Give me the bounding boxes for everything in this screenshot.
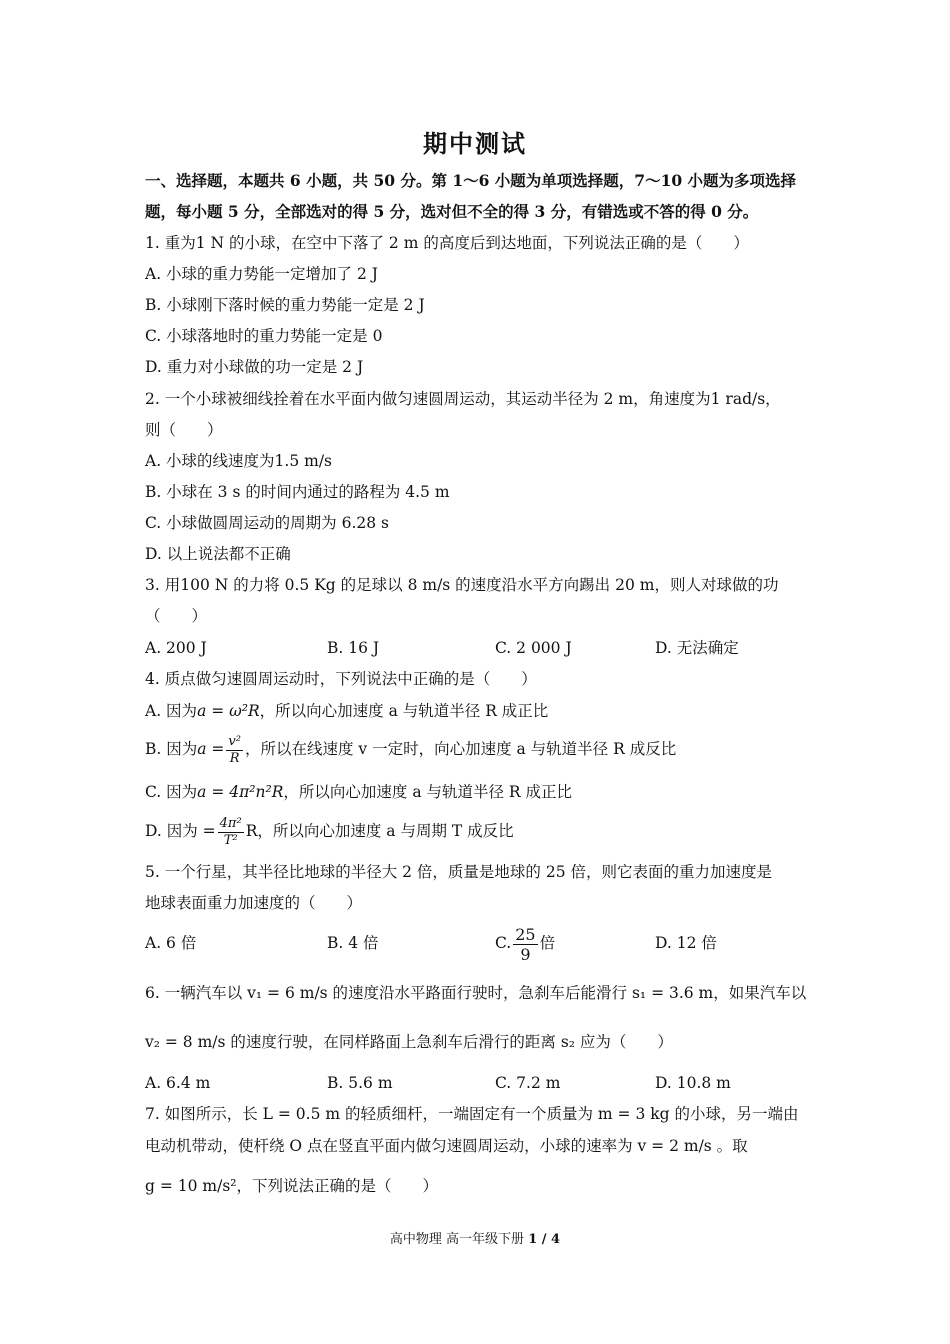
q7-stem-line2: 电动机带动，使杆绕 O 点在竖直平面内做匀速圆周运动，小球的速率为 v = 2 m/s 。取 [145, 1137, 748, 1155]
q6-option-a: A. 6.4 m [145, 1074, 211, 1092]
q3-option-c: C. 2 000 J [495, 639, 572, 657]
q1-option-d: D. 重力对小球做的功一定是 2 J [145, 358, 364, 376]
section-instructions-line1: 一、选择题，本题共 6 小题，共 50 分。第 1～6 小题为单项选择题，7～10 小题为多项选择 [145, 171, 797, 190]
q5-option-a: A. 6 倍 [145, 934, 197, 952]
q1-option-b: B. 小球刚下落时候的重力势能一定是 2 J [145, 296, 425, 314]
q4-d-numerator: 4π² [219, 815, 242, 831]
q4-b-denominator: R [229, 750, 240, 766]
q6-stem-line2: v₂ = 8 m/s 的速度行驶，在同样路面上急刹车后滑行的距离 s₂ 应为（ ） [145, 1033, 673, 1051]
q4-a-suffix: ，所以向心加速度 a 与轨道半径 R 成正比 [259, 702, 549, 720]
q7-stem-line1: 7. 如图所示，长 L = 0.5 m 的轻质细杆，一端固定有一个质量为 m = 3 kg 的小球，另一端由 [145, 1105, 799, 1123]
q4-option-a [145, 701, 810, 721]
q4-c-suffix: ，所以向心加速度 a 与轨道半径 R 成正比 [283, 783, 573, 801]
q3-option-b: B. 16 J [327, 639, 380, 657]
q2-option-c: C. 小球做圆周运动的周期为 6.28 s [145, 514, 389, 532]
q6-stem-line1: 6. 一辆汽车以 v₁ = 6 m/s 的速度沿水平路面行驶时，急刹车后能滑行 s₁ = 3.6 m，如果汽车以 [145, 984, 807, 1002]
q6-option-c: C. 7.2 m [495, 1074, 561, 1092]
q4-d-suffix: R，所以向心加速度 a 与周期 T 成反比 [245, 822, 514, 840]
q2-stem-line2: 则（ ） [145, 421, 223, 439]
q5-stem-line2: 地球表面重力加速度的（ ） [145, 894, 363, 912]
footer-page-number: 1 / 4 [528, 1232, 561, 1247]
q5-c-denominator: 9 [520, 944, 531, 964]
q4-a-prefix: A. 因为 [145, 702, 198, 720]
q4-stem: 4. 质点做匀速圆周运动时，下列说法中正确的是（ ） [145, 670, 537, 688]
q2-option-d: D. 以上说法都不正确 [145, 545, 291, 563]
q1-option-c: C. 小球落地时的重力势能一定是 0 [145, 327, 383, 345]
q3-option-a: A. 200 J [145, 639, 207, 657]
q4-b-lhs: a = [197, 740, 225, 758]
page-footer [0, 1228, 950, 1247]
q6-option-b: B. 5.6 m [327, 1074, 393, 1092]
q6-option-d: D. 10.8 m [655, 1074, 731, 1092]
q5-stem-line1: 5. 一个行星，其半径比地球的半径大 2 倍，质量是地球的 25 倍，则它表面的重力加速度是 [145, 863, 773, 881]
q4-c-formula: a = 4π²n²R [197, 783, 284, 801]
q4-option-c [145, 782, 810, 802]
q5-c-suffix: 倍 [539, 934, 556, 952]
q5-option-d: D. 12 倍 [655, 934, 717, 952]
q5-c-numerator: 25 [515, 924, 536, 944]
q3-stem-line2: （ ） [145, 607, 208, 625]
q1-option-a: A. 小球的重力势能一定增加了 2 J [145, 265, 378, 283]
q1-stem: 1. 重为1 N 的小球，在空中下落了 2 m 的高度后到达地面，下列说法正确的是（ ） [145, 234, 749, 252]
q2-option-b: B. 小球在 3 s 的时间内通过的路程为 4.5 m [145, 483, 450, 501]
q7-stem-line3: g = 10 m/s²，下列说法正确的是（ ） [145, 1177, 439, 1195]
q3-option-d: D. 无法确定 [655, 639, 739, 657]
q2-option-a: A. 小球的线速度为1.5 m/s [145, 452, 332, 470]
q4-d-fraction [218, 816, 244, 849]
footer-subject: 高中物理 高一年级下册 [389, 1232, 525, 1247]
q2-stem-line1: 2. 一个小球被细线拴着在水平面内做匀速圆周运动，其运动半径为 2 m，角速度为1 rad/s， [145, 390, 781, 408]
q4-b-fraction [226, 734, 243, 767]
q5-option-c [495, 920, 555, 966]
q4-option-b [145, 731, 810, 767]
q4-d-denominator: T² [223, 832, 238, 848]
section-instructions-line2: 题，每小题 5 分，全部选对的得 5 分，选对但不全的得 3 分，有错选或不答的得 0 分。 [145, 202, 759, 221]
q4-b-numerator: v² [228, 733, 241, 749]
q5-c-fraction [513, 925, 537, 964]
q4-option-d [145, 812, 810, 850]
q5-c-prefix: C. [495, 934, 512, 952]
q4-c-prefix: C. 因为 [145, 783, 198, 801]
q3-stem-line1: 3. 用100 N 的力将 0.5 Kg 的足球以 8 m/s 的速度沿水平方向踢出 20 m，则人对球做的功 [145, 576, 779, 594]
q4-d-prefix: D. 因为 = [145, 822, 216, 840]
q4-b-prefix: B. 因为 [145, 740, 198, 758]
q5-option-b: B. 4 倍 [327, 934, 379, 952]
page-title: 期中测试 [423, 129, 527, 158]
q4-a-formula: a = ω²R [197, 702, 260, 720]
q4-b-suffix: ，所以在线速度 v 一定时，向心加速度 a 与轨道半径 R 成反比 [244, 740, 677, 758]
